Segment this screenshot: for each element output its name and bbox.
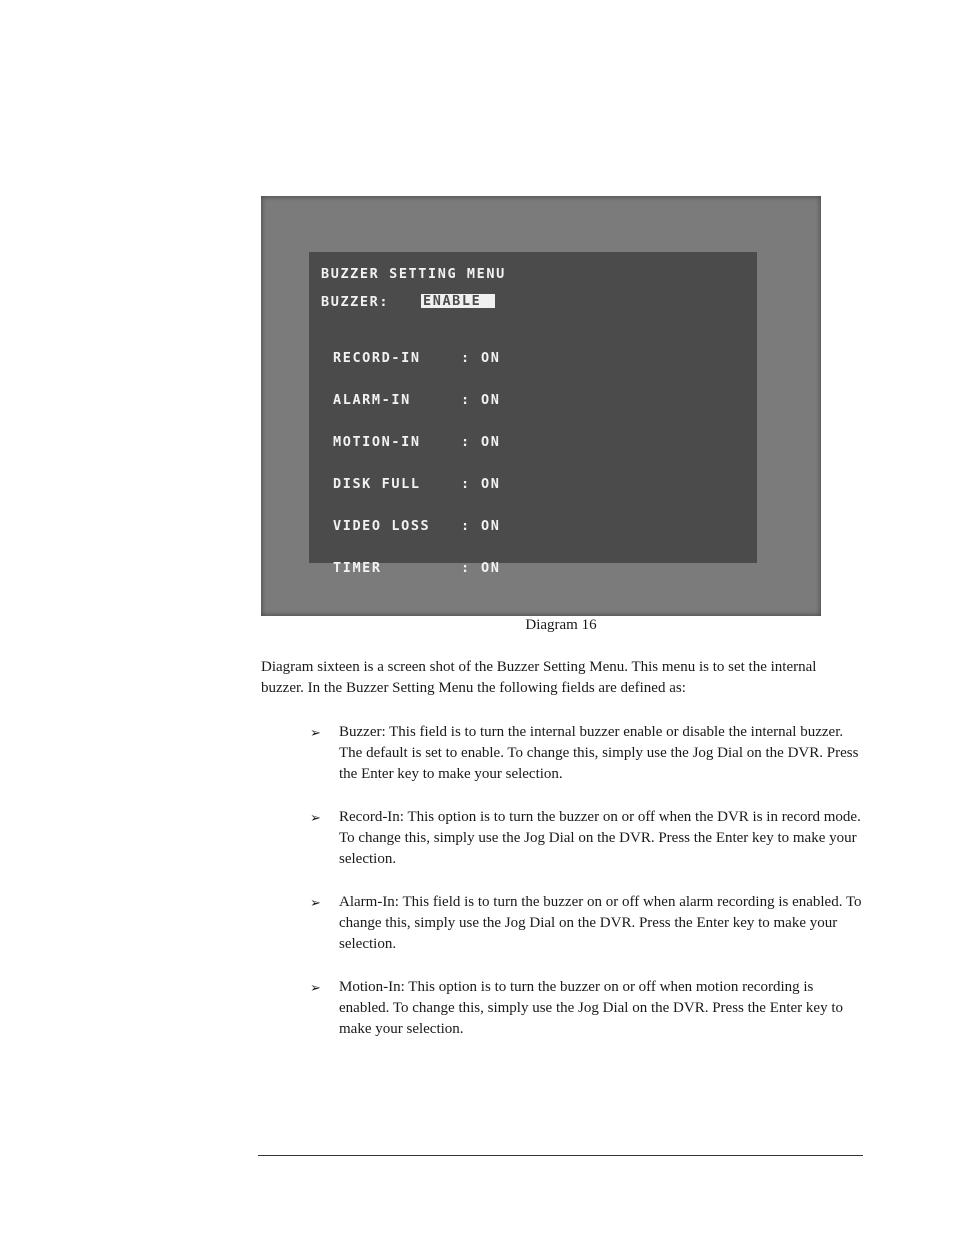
list-item [310, 807, 865, 870]
option-separator: : [461, 518, 471, 534]
arrow-bullet-icon: ➢ [310, 810, 321, 825]
option-value: ON [481, 518, 501, 534]
option-row-alarm-in [333, 393, 500, 407]
arrow-bullet-icon: ➢ [310, 895, 321, 910]
intro-paragraph: Diagram sixteen is a screen shot of the Buzzer Setting Menu. This menu is to set the internal buzzer. In the Buzzer Setting Menu the following fields are defined as: [261, 659, 817, 696]
field-definitions-list [310, 722, 865, 1062]
option-separator: : [461, 392, 471, 408]
arrow-bullet-icon: ➢ [310, 980, 321, 995]
option-label: RECORD-IN [333, 350, 421, 366]
osd-screen [309, 252, 757, 576]
option-row-timer [333, 561, 500, 575]
option-value: ON [481, 350, 501, 366]
option-row-record-in [333, 351, 500, 365]
option-label: ALARM-IN [333, 392, 411, 408]
buzzer-options-list [333, 323, 500, 603]
buzzer-label: BUZZER: [321, 294, 390, 310]
buzzer-value: ENABLE [421, 294, 495, 308]
option-separator: : [461, 560, 471, 576]
option-label: MOTION-IN [333, 434, 421, 450]
list-item [310, 722, 865, 785]
option-label: TIMER [333, 560, 382, 576]
option-row-video-loss [333, 519, 500, 533]
option-value: ON [481, 560, 501, 576]
list-item-text: Alarm-In: This field is to turn the buzzer on or off when alarm recording is enabled. To change this, simply use the Jog Dial on the DVR. Press the Enter key to make your selection. [339, 894, 862, 952]
option-label: DISK FULL [333, 476, 421, 492]
list-item [310, 977, 865, 1040]
option-separator: : [461, 350, 471, 366]
option-value: ON [481, 434, 501, 450]
option-row-motion-in [333, 435, 500, 449]
menu-screenshot [261, 196, 821, 616]
list-item-text: Buzzer: This field is to turn the internal buzzer enable or disable the internal buzzer. The default is set to enable. To change this, simply use the Jog Dial on the DVR. Press the Enter key to make your selection. [339, 724, 859, 782]
list-item [310, 892, 865, 955]
option-value: ON [481, 392, 501, 408]
option-label: VIDEO LOSS [333, 518, 431, 534]
option-separator: : [461, 434, 471, 450]
diagram-caption: Diagram 16 [525, 617, 597, 633]
footer-divider [258, 1155, 863, 1156]
option-row-disk-full [333, 477, 500, 491]
list-item-text: Motion-In: This option is to turn the buzzer on or off when motion recording is enabled. To change this, simply use the Jog Dial on the DVR. Press the Enter key to make your selection. [339, 979, 844, 1037]
menu-title: BUZZER SETTING MENU [321, 266, 506, 282]
option-separator: : [461, 476, 471, 492]
list-item-text: Record-In: This option is to turn the buzzer on or off when the DVR is in record mode. To change this, simply use the Jog Dial on the DVR. Press the Enter key to make your selection. [339, 809, 861, 867]
option-value: ON [481, 476, 501, 492]
arrow-bullet-icon: ➢ [310, 725, 321, 740]
